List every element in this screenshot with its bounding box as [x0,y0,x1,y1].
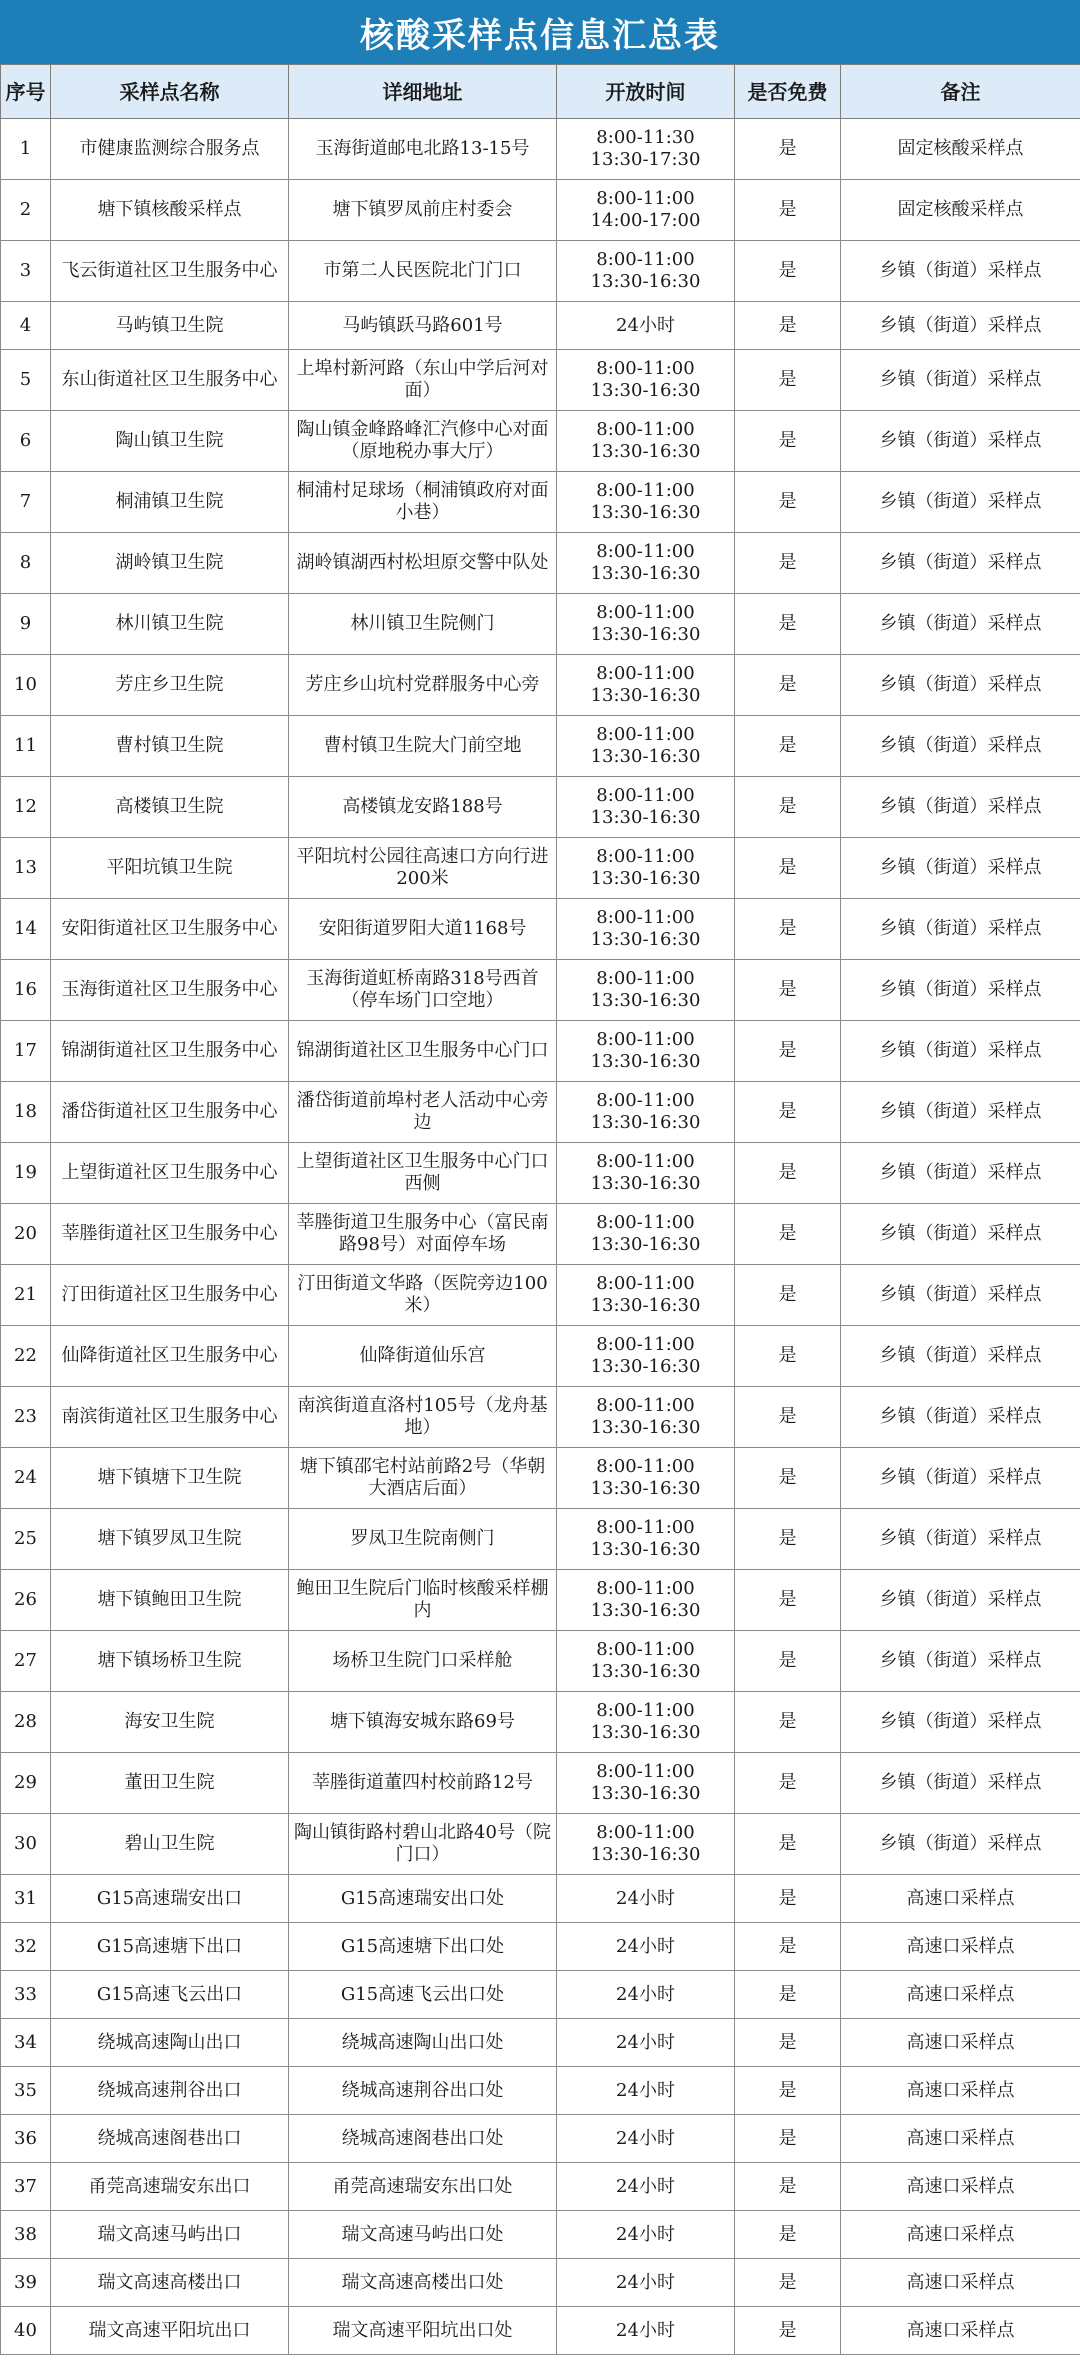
cell-name: 马屿镇卫生院 [51,302,289,350]
table-row [1,2307,1080,2355]
cell-name: 瑞文高速平阳坑出口 [51,2307,289,2355]
cell-free: 是 [735,1143,841,1204]
cell-name: 瑞文高速高楼出口 [51,2259,289,2307]
cell-name: G15高速塘下出口 [51,1923,289,1971]
cell-address: 马屿镇跃马路601号 [289,302,557,350]
cell-no: 14 [1,899,51,960]
cell-note: 乡镇（街道）采样点 [841,302,1080,350]
cell-note: 乡镇（街道）采样点 [841,594,1080,655]
cell-address: G15高速飞云出口处 [289,1971,557,2019]
cell-free: 是 [735,533,841,594]
cell-free: 是 [735,716,841,777]
cell-address: 罗凤卫生院南侧门 [289,1509,557,1570]
cell-note: 高速口采样点 [841,2211,1080,2259]
cell-note: 高速口采样点 [841,2259,1080,2307]
cell-no: 9 [1,594,51,655]
cell-note: 乡镇（街道）采样点 [841,1326,1080,1387]
cell-free: 是 [735,1387,841,1448]
cell-name: 绕城高速荆谷出口 [51,2067,289,2115]
cell-address: 上望街道社区卫生服务中心门口西侧 [289,1143,557,1204]
table-row [1,119,1080,180]
table-row [1,533,1080,594]
cell-note: 高速口采样点 [841,2019,1080,2067]
cell-hours: 8:00-11:00 13:30-16:30 [557,1387,735,1448]
cell-no: 16 [1,960,51,1021]
cell-hours: 8:00-11:00 13:30-16:30 [557,594,735,655]
cell-hours: 8:00-11:00 13:30-16:30 [557,1448,735,1509]
cell-hours: 8:00-11:00 13:30-16:30 [557,1326,735,1387]
cell-note: 高速口采样点 [841,1971,1080,2019]
cell-free: 是 [735,2307,841,2355]
cell-free: 是 [735,2019,841,2067]
cell-name: 锦湖街道社区卫生服务中心 [51,1021,289,1082]
cell-no: 19 [1,1143,51,1204]
cell-hours: 8:00-11:00 13:30-16:30 [557,350,735,411]
cell-free: 是 [735,1631,841,1692]
cell-hours: 8:00-11:00 13:30-16:30 [557,960,735,1021]
table-row [1,1265,1080,1326]
cell-hours: 24小时 [557,1923,735,1971]
cell-hours: 24小时 [557,1971,735,2019]
cell-hours: 8:00-11:00 13:30-16:30 [557,1509,735,1570]
cell-name: 桐浦镇卫生院 [51,472,289,533]
cell-note: 固定核酸采样点 [841,180,1080,241]
cell-free: 是 [735,1509,841,1570]
table-row [1,1204,1080,1265]
cell-no: 36 [1,2115,51,2163]
table-row [1,472,1080,533]
cell-free: 是 [735,241,841,302]
cell-hours: 8:00-11:00 13:30-16:30 [557,1021,735,1082]
table-row [1,350,1080,411]
cell-note: 乡镇（街道）采样点 [841,1753,1080,1814]
cell-address: 绕城高速荆谷出口处 [289,2067,557,2115]
cell-no: 31 [1,1875,51,1923]
cell-note: 乡镇（街道）采样点 [841,777,1080,838]
cell-address: 南滨街道直洛村105号（龙舟基地） [289,1387,557,1448]
cell-note: 乡镇（街道）采样点 [841,411,1080,472]
cell-no: 5 [1,350,51,411]
cell-name: 潘岱街道社区卫生服务中心 [51,1082,289,1143]
cell-free: 是 [735,350,841,411]
cell-no: 39 [1,2259,51,2307]
cell-no: 32 [1,1923,51,1971]
cell-hours: 8:00-11:00 13:30-16:30 [557,1814,735,1875]
table-row [1,1387,1080,1448]
cell-address: 市第二人民医院北门门口 [289,241,557,302]
cell-hours: 8:00-11:00 13:30-16:30 [557,472,735,533]
cell-hours: 8:00-11:00 13:30-16:30 [557,241,735,302]
cell-hours: 24小时 [557,2211,735,2259]
table-row [1,960,1080,1021]
cell-free: 是 [735,1265,841,1326]
cell-name: 东山街道社区卫生服务中心 [51,350,289,411]
table-row [1,1509,1080,1570]
cell-free: 是 [735,2163,841,2211]
table-row [1,2259,1080,2307]
cell-free: 是 [735,119,841,180]
cell-free: 是 [735,1570,841,1631]
cell-no: 17 [1,1021,51,1082]
header-hours: 开放时间 [557,65,735,119]
cell-address: 玉海街道虹桥南路318号西首（停车场门口空地） [289,960,557,1021]
cell-no: 40 [1,2307,51,2355]
cell-no: 6 [1,411,51,472]
cell-name: 碧山卫生院 [51,1814,289,1875]
cell-note: 乡镇（街道）采样点 [841,350,1080,411]
table-row [1,1021,1080,1082]
cell-note: 乡镇（街道）采样点 [841,1021,1080,1082]
cell-name: 玉海街道社区卫生服务中心 [51,960,289,1021]
cell-name: 董田卫生院 [51,1753,289,1814]
cell-note: 乡镇（街道）采样点 [841,1082,1080,1143]
table-row [1,1923,1080,1971]
cell-note: 乡镇（街道）采样点 [841,655,1080,716]
cell-no: 18 [1,1082,51,1143]
cell-address: 芳庄乡山坑村党群服务中心旁 [289,655,557,716]
cell-address: 林川镇卫生院侧门 [289,594,557,655]
cell-note: 乡镇（街道）采样点 [841,899,1080,960]
table-row [1,1326,1080,1387]
cell-free: 是 [735,302,841,350]
cell-hours: 24小时 [557,2307,735,2355]
cell-note: 高速口采样点 [841,1923,1080,1971]
cell-no: 28 [1,1692,51,1753]
cell-hours: 8:00-11:00 13:30-16:30 [557,899,735,960]
cell-hours: 24小时 [557,2163,735,2211]
table-row [1,594,1080,655]
cell-name: 莘塍街道社区卫生服务中心 [51,1204,289,1265]
cell-free: 是 [735,1753,841,1814]
cell-name: 塘下镇塘下卫生院 [51,1448,289,1509]
cell-address: 仙降街道仙乐宫 [289,1326,557,1387]
cell-no: 20 [1,1204,51,1265]
cell-address: 莘塍街道卫生服务中心（富民南路98号）对面停车场 [289,1204,557,1265]
cell-hours: 8:00-11:30 13:30-17:30 [557,119,735,180]
cell-hours: 8:00-11:00 13:30-16:30 [557,655,735,716]
cell-address: 塘下镇罗凤前庄村委会 [289,180,557,241]
cell-address: 桐浦村足球场（桐浦镇政府对面小巷） [289,472,557,533]
cell-note: 乡镇（街道）采样点 [841,960,1080,1021]
cell-free: 是 [735,472,841,533]
table-row [1,411,1080,472]
cell-no: 8 [1,533,51,594]
cell-no: 38 [1,2211,51,2259]
cell-name: 塘下镇场桥卫生院 [51,1631,289,1692]
table-row [1,1971,1080,2019]
table-row [1,2211,1080,2259]
cell-hours: 8:00-11:00 13:30-16:30 [557,1570,735,1631]
cell-address: 塘下镇海安城东路69号 [289,1692,557,1753]
cell-no: 10 [1,655,51,716]
cell-hours: 8:00-11:00 13:30-16:30 [557,411,735,472]
table-body [1,119,1080,2355]
table-row [1,1143,1080,1204]
table-row [1,241,1080,302]
cell-hours: 24小时 [557,2019,735,2067]
cell-name: 芳庄乡卫生院 [51,655,289,716]
cell-name: G15高速飞云出口 [51,1971,289,2019]
cell-free: 是 [735,1448,841,1509]
cell-address: G15高速瑞安出口处 [289,1875,557,1923]
cell-name: 塘下镇鲍田卫生院 [51,1570,289,1631]
header-name: 采样点名称 [51,65,289,119]
cell-name: 平阳坑镇卫生院 [51,838,289,899]
cell-note: 乡镇（街道）采样点 [841,716,1080,777]
cell-free: 是 [735,180,841,241]
table-row [1,838,1080,899]
cell-note: 高速口采样点 [841,2163,1080,2211]
cell-address: 瑞文高速高楼出口处 [289,2259,557,2307]
cell-no: 12 [1,777,51,838]
table-row [1,2019,1080,2067]
table-row [1,2115,1080,2163]
table-row [1,302,1080,350]
cell-note: 乡镇（街道）采样点 [841,1143,1080,1204]
cell-hours: 24小时 [557,2115,735,2163]
cell-free: 是 [735,1814,841,1875]
cell-free: 是 [735,899,841,960]
cell-no: 22 [1,1326,51,1387]
cell-hours: 24小时 [557,2259,735,2307]
cell-name: 高楼镇卫生院 [51,777,289,838]
cell-name: 海安卫生院 [51,1692,289,1753]
cell-note: 乡镇（街道）采样点 [841,1570,1080,1631]
cell-no: 3 [1,241,51,302]
cell-free: 是 [735,2067,841,2115]
cell-note: 乡镇（街道）采样点 [841,838,1080,899]
table-row [1,716,1080,777]
table-row [1,1631,1080,1692]
cell-name: G15高速瑞安出口 [51,1875,289,1923]
table-row [1,1753,1080,1814]
table-row [1,1570,1080,1631]
cell-note: 乡镇（街道）采样点 [841,1204,1080,1265]
cell-address: 陶山镇街路村碧山北路40号（院门口） [289,1814,557,1875]
cell-name: 瑞文高速马屿出口 [51,2211,289,2259]
cell-address: 湖岭镇湖西村松坦原交警中队处 [289,533,557,594]
cell-hours: 8:00-11:00 13:30-16:30 [557,1082,735,1143]
cell-free: 是 [735,777,841,838]
cell-no: 2 [1,180,51,241]
cell-name: 曹村镇卫生院 [51,716,289,777]
cell-no: 30 [1,1814,51,1875]
cell-address: 甬莞高速瑞安东出口处 [289,2163,557,2211]
cell-free: 是 [735,1082,841,1143]
cell-free: 是 [735,2115,841,2163]
header-no: 序号 [1,65,51,119]
cell-no: 13 [1,838,51,899]
cell-free: 是 [735,1971,841,2019]
cell-no: 23 [1,1387,51,1448]
cell-name: 塘下镇核酸采样点 [51,180,289,241]
table-row [1,655,1080,716]
cell-hours: 8:00-11:00 13:30-16:30 [557,777,735,838]
cell-name: 林川镇卫生院 [51,594,289,655]
cell-no: 35 [1,2067,51,2115]
cell-no: 29 [1,1753,51,1814]
cell-note: 乡镇（街道）采样点 [841,533,1080,594]
cell-note: 乡镇（街道）采样点 [841,1631,1080,1692]
cell-note: 乡镇（街道）采样点 [841,472,1080,533]
cell-address: 安阳街道罗阳大道1168号 [289,899,557,960]
cell-hours: 24小时 [557,2067,735,2115]
cell-no: 26 [1,1570,51,1631]
cell-note: 高速口采样点 [841,2307,1080,2355]
cell-hours: 8:00-11:00 13:30-16:30 [557,1143,735,1204]
cell-hours: 8:00-11:00 13:30-16:30 [557,838,735,899]
cell-free: 是 [735,594,841,655]
cell-name: 绕城高速阁巷出口 [51,2115,289,2163]
cell-hours: 8:00-11:00 14:00-17:00 [557,180,735,241]
cell-free: 是 [735,1204,841,1265]
cell-hours: 8:00-11:00 13:30-16:30 [557,1204,735,1265]
cell-address: G15高速塘下出口处 [289,1923,557,1971]
cell-note: 乡镇（街道）采样点 [841,241,1080,302]
cell-free: 是 [735,1021,841,1082]
cell-address: 玉海街道邮电北路13-15号 [289,119,557,180]
cell-name: 陶山镇卫生院 [51,411,289,472]
cell-note: 乡镇（街道）采样点 [841,1692,1080,1753]
cell-address: 场桥卫生院门口采样舱 [289,1631,557,1692]
header-address: 详细地址 [289,65,557,119]
cell-address: 瑞文高速平阳坑出口处 [289,2307,557,2355]
table-title: 核酸采样点信息汇总表 [0,0,1080,64]
cell-hours: 8:00-11:00 13:30-16:30 [557,1692,735,1753]
cell-address: 锦湖街道社区卫生服务中心门口 [289,1021,557,1082]
cell-note: 高速口采样点 [841,2067,1080,2115]
table-header [1,65,1080,119]
cell-hours: 8:00-11:00 13:30-16:30 [557,1265,735,1326]
cell-hours: 8:00-11:00 13:30-16:30 [557,1631,735,1692]
table-row [1,1814,1080,1875]
cell-no: 4 [1,302,51,350]
table-row [1,1448,1080,1509]
cell-name: 市健康监测综合服务点 [51,119,289,180]
cell-name: 南滨街道社区卫生服务中心 [51,1387,289,1448]
cell-note: 高速口采样点 [841,1875,1080,1923]
cell-address: 瑞文高速马屿出口处 [289,2211,557,2259]
cell-free: 是 [735,655,841,716]
cell-note: 乡镇（街道）采样点 [841,1448,1080,1509]
cell-hours: 8:00-11:00 13:30-16:30 [557,1753,735,1814]
cell-note: 固定核酸采样点 [841,119,1080,180]
cell-no: 37 [1,2163,51,2211]
cell-hours: 8:00-11:00 13:30-16:30 [557,533,735,594]
cell-no: 21 [1,1265,51,1326]
cell-address: 高楼镇龙安路188号 [289,777,557,838]
cell-note: 乡镇（街道）采样点 [841,1265,1080,1326]
cell-name: 塘下镇罗凤卫生院 [51,1509,289,1570]
cell-note: 高速口采样点 [841,2115,1080,2163]
cell-address: 汀田街道文华路（医院旁边100米） [289,1265,557,1326]
table-row [1,2163,1080,2211]
cell-no: 24 [1,1448,51,1509]
cell-no: 34 [1,2019,51,2067]
cell-no: 25 [1,1509,51,1570]
cell-free: 是 [735,1923,841,1971]
cell-no: 33 [1,1971,51,2019]
cell-free: 是 [735,838,841,899]
cell-address: 鲍田卫生院后门临时核酸采样棚内 [289,1570,557,1631]
cell-address: 绕城高速阁巷出口处 [289,2115,557,2163]
cell-name: 湖岭镇卫生院 [51,533,289,594]
cell-name: 甬莞高速瑞安东出口 [51,2163,289,2211]
cell-no: 1 [1,119,51,180]
cell-name: 绕城高速陶山出口 [51,2019,289,2067]
table-row [1,2067,1080,2115]
cell-note: 乡镇（街道）采样点 [841,1814,1080,1875]
cell-no: 7 [1,472,51,533]
cell-address: 曹村镇卫生院大门前空地 [289,716,557,777]
table-row [1,180,1080,241]
cell-free: 是 [735,411,841,472]
table-row [1,1875,1080,1923]
cell-address: 上埠村新河路（东山中学后河对面） [289,350,557,411]
cell-free: 是 [735,2259,841,2307]
cell-hours: 24小时 [557,302,735,350]
cell-name: 飞云街道社区卫生服务中心 [51,241,289,302]
cell-no: 27 [1,1631,51,1692]
table-row [1,1692,1080,1753]
cell-name: 上望街道社区卫生服务中心 [51,1143,289,1204]
cell-hours: 8:00-11:00 13:30-16:30 [557,716,735,777]
cell-note: 乡镇（街道）采样点 [841,1387,1080,1448]
cell-hours: 24小时 [557,1875,735,1923]
cell-note: 乡镇（街道）采样点 [841,1509,1080,1570]
cell-free: 是 [735,1692,841,1753]
cell-free: 是 [735,1326,841,1387]
cell-address: 莘塍街道董四村校前路12号 [289,1753,557,1814]
cell-address: 塘下镇邵宅村站前路2号（华朝大酒店后面） [289,1448,557,1509]
sampling-points-table [0,64,1080,2355]
table-row [1,899,1080,960]
cell-free: 是 [735,2211,841,2259]
cell-address: 绕城高速陶山出口处 [289,2019,557,2067]
cell-address: 陶山镇金峰路峰汇汽修中心对面（原地税办事大厅） [289,411,557,472]
cell-no: 11 [1,716,51,777]
cell-address: 潘岱街道前埠村老人活动中心旁边 [289,1082,557,1143]
cell-name: 汀田街道社区卫生服务中心 [51,1265,289,1326]
table-row [1,1082,1080,1143]
cell-free: 是 [735,1875,841,1923]
header-note: 备注 [841,65,1080,119]
table-row [1,777,1080,838]
cell-name: 仙降街道社区卫生服务中心 [51,1326,289,1387]
cell-address: 平阳坑村公园往高速口方向行进200米 [289,838,557,899]
header-free: 是否免费 [735,65,841,119]
cell-free: 是 [735,960,841,1021]
cell-name: 安阳街道社区卫生服务中心 [51,899,289,960]
